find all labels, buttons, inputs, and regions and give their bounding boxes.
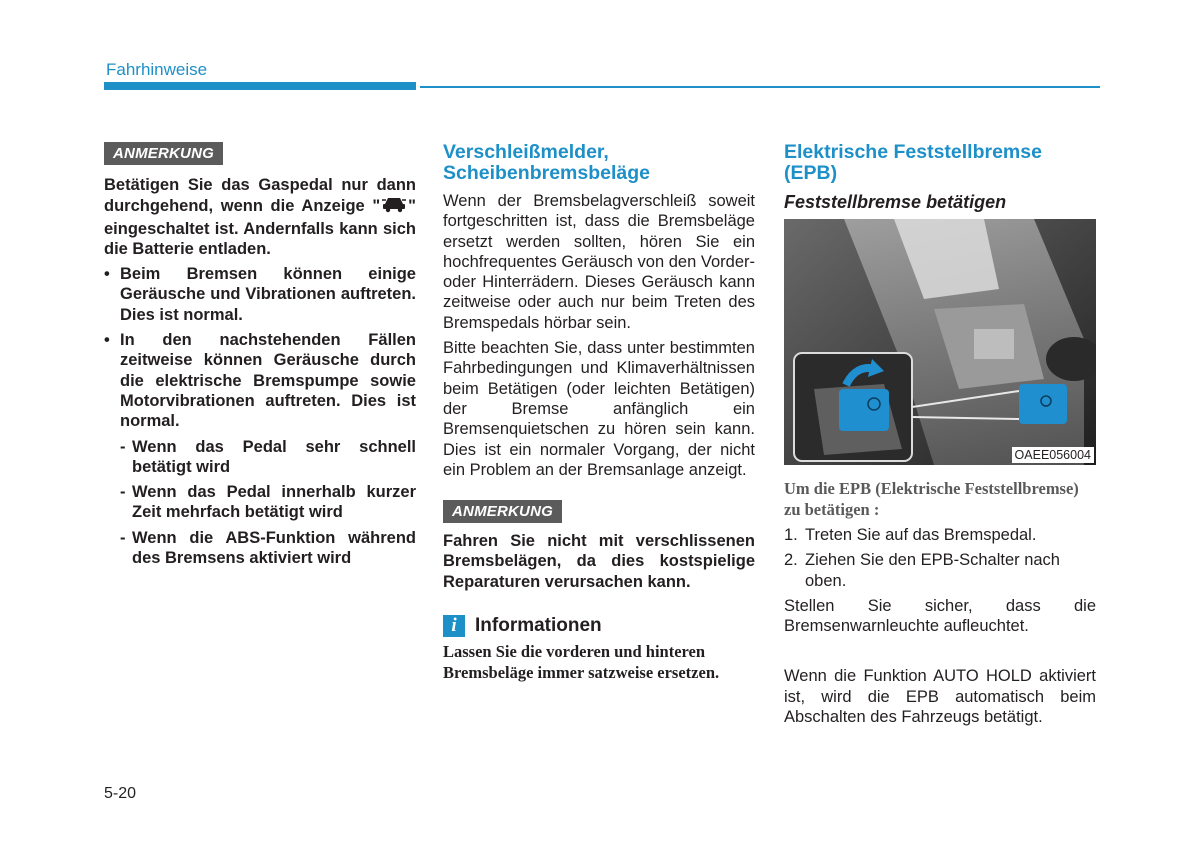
info-text: Lassen Sie die vorderen und hinteren Bremsbeläge immer satzweise ersetzen.: [443, 642, 720, 682]
heading-epb: Elektrische Feststellbremse (EPB): [784, 141, 1042, 184]
figure-code: OAEE056004: [1012, 447, 1094, 463]
note-badge: ANMERKUNG: [104, 142, 223, 165]
list-item: • Beim Bremsen können einige Geräusche und Vibrationen auftreten. Dies ist normal.: [104, 265, 416, 324]
header-rule-thin: [420, 86, 1100, 88]
column-1: [104, 142, 416, 568]
list-item: 2. Ziehen Sie den EPB-Schalter nach oben.: [784, 551, 1060, 590]
note-text-a: Betätigen Sie das Gaspedal nur dann durchgehend, wenn die Anzeige ": [104, 176, 416, 216]
section-title: Fahrhinweise: [106, 60, 208, 79]
header-rule-thick: [104, 82, 416, 90]
list-item: 1. Treten Sie auf das Bremspedal.: [784, 526, 1037, 544]
subheading-epb: Feststellbremse betätigen: [784, 192, 1007, 212]
paragraph: Stellen Sie sicher, dass die Bremsenwarnleuchte aufleuchtet.: [784, 596, 1096, 636]
info-icon: i: [443, 615, 465, 637]
paragraph: Wenn die Funktion AUTO HOLD aktiviert ist, wird die EPB automatisch beim Abschalten des Fahrzeugs betätigt.: [784, 667, 1096, 727]
column-3: [784, 142, 1096, 727]
paragraph: Bitte beachten Sie, dass unter bestimmten Fahrbedingungen und Klimaverhältnissen beim Betätigen (oder leichten Betätigen) der Bremse anfänglich ein Bremsenquietschen zu hören sein kann. Dies ist ein normaler Vorgang, der nicht ein Problem an der Bremsanlage anzeigt.: [443, 339, 755, 479]
list-item: • In den nachstehenden Fällen zeitweise können Geräusche durch die elektrische Bremspumpe sowie Motorvibrationen auftreten. Dies ist normal.: [104, 331, 416, 431]
note-paragraph: Fahren Sie nicht mit verschlissenen Bremsbelägen, da dies kostspielige Reparaturen verursachen kann.: [443, 532, 755, 591]
info-heading: [443, 615, 755, 637]
sub-list-item: - Wenn das Pedal sehr schnell betätigt wird: [120, 437, 416, 476]
epb-switch-zoom: [839, 389, 889, 431]
paragraph: Wenn der Bremsbelagverschleiß soweit fortgeschritten ist, dass die Bremsbeläge ersetzt werden sollten, hören Sie ein hochfrequentes Geräusch von den Vorder- oder Hinterrädern. Dieses Geräusch kann zeitweise oder auch nur beim Treten des Bremspedals hörbar sein.: [443, 192, 755, 332]
sub-list-item: - Wenn die ABS-Funktion während des Bremsens aktiviert wird: [120, 528, 416, 568]
epb-figure: [784, 219, 1096, 465]
sub-list-item: - Wenn das Pedal innerhalb kurzer Zeit mehrfach betätigt wird: [120, 483, 416, 522]
column-2: [443, 142, 755, 683]
note-paragraph: [104, 175, 416, 259]
note-text-b: " eingeschaltet ist. Andernfalls kann sich die Batterie entladen.: [104, 197, 416, 258]
epb-illustration: [784, 219, 1096, 465]
note-badge: ANMERKUNG: [443, 500, 562, 523]
info-title: Informationen: [475, 615, 602, 637]
epb-switch: [1019, 384, 1067, 424]
car-indicator-icon: [380, 195, 408, 218]
heading-brake-wear: Verschleißmelder, Scheibenbremsbeläge: [443, 141, 650, 184]
procedure-title: Um die EPB (Elektrische Feststellbremse) zu betätigen :: [784, 479, 1079, 519]
page-number: 5-20: [104, 785, 137, 802]
